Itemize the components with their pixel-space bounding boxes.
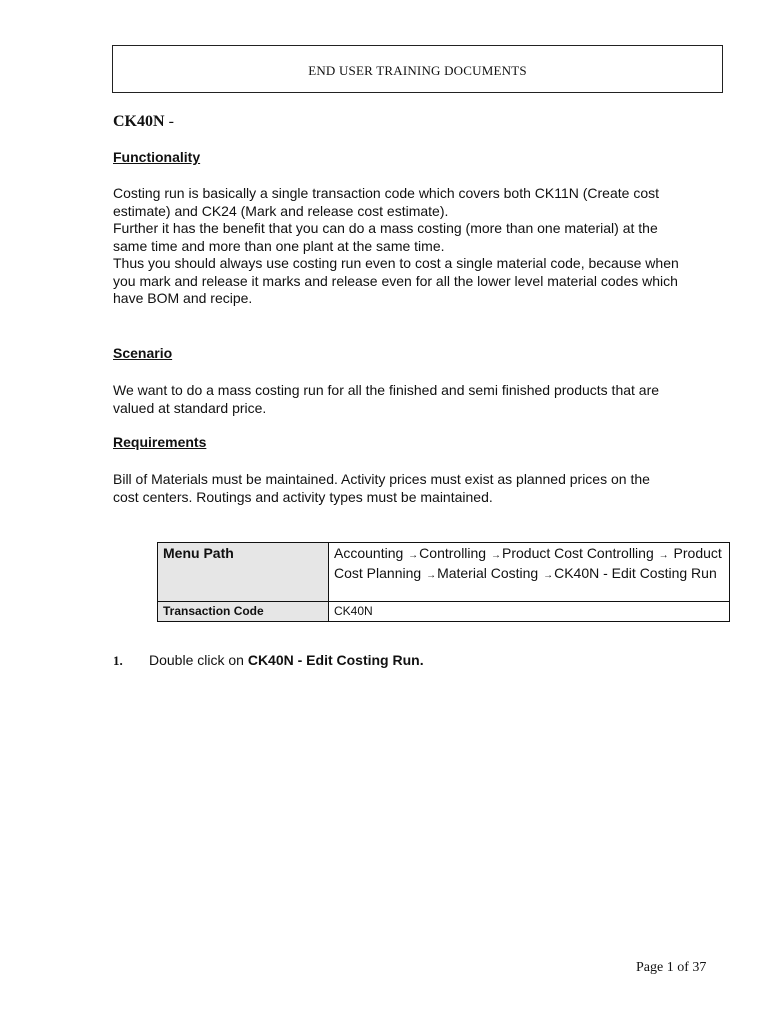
transaction-code-value: CK40N — [329, 602, 730, 622]
menu-path-part: Product Cost Controlling — [502, 545, 654, 561]
step-number: 1. — [113, 653, 123, 668]
menu-path-part: Accounting — [334, 545, 404, 561]
requirements-heading: Requirements — [113, 434, 207, 450]
arrow-right-icon: → — [491, 550, 501, 561]
menu-path-table — [157, 542, 730, 622]
arrow-right-icon: → — [543, 569, 554, 581]
functionality-line: Further it has the benefit that you can do a mass costing (more than one material) at the — [113, 220, 658, 236]
functionality-line: estimate) and CK24 (Mark and release cost estimate). — [113, 202, 449, 219]
functionality-line: you mark and release it marks and release even for all the lower level material codes which — [113, 272, 678, 289]
requirements-line: cost centers. Routings and activity types must be maintained. — [113, 488, 493, 505]
transaction-code-label: Transaction Code — [158, 602, 329, 622]
page-header — [112, 45, 723, 93]
functionality-line: Costing run is basically a single transaction code which covers both CK11N (Create cost — [113, 185, 659, 201]
scenario-paragraph — [113, 382, 723, 417]
functionality-line: Thus you should always use costing run even to cost a single material code, because when — [113, 255, 679, 271]
menu-path-value — [329, 543, 730, 602]
menu-path-part: Material Costing — [437, 564, 539, 581]
functionality-paragraph — [113, 185, 723, 308]
functionality-heading: Functionality — [113, 149, 201, 165]
arrow-right-icon: → — [658, 550, 669, 561]
menu-path-part: Controlling — [419, 545, 487, 561]
scenario-line: We want to do a mass costing run for all the finished and semi finished products that are — [113, 382, 660, 398]
step-1 — [113, 652, 424, 669]
header-text: END USER TRAINING DOCUMENTS — [308, 63, 527, 78]
arrow-right-icon: → — [426, 569, 437, 581]
arrow-right-icon: → — [408, 550, 419, 561]
menu-path-row — [158, 543, 730, 602]
transaction-code-row — [158, 602, 730, 622]
title-suffix: - — [164, 113, 174, 130]
step-instruction: Double click on — [149, 652, 248, 668]
step-text — [149, 652, 424, 668]
functionality-line: have BOM and recipe. — [113, 290, 253, 306]
requirements-paragraph — [113, 471, 723, 506]
menu-path-part: CK40N - Edit Costing Run — [554, 564, 717, 581]
menu-path-part: Product Cost Planning — [334, 545, 722, 581]
menu-path-label: Menu Path — [158, 543, 329, 602]
scenario-heading: Scenario — [113, 345, 173, 361]
step-transaction-name: CK40N - Edit Costing Run. — [247, 652, 424, 668]
scenario-line: valued at standard price. — [113, 399, 267, 416]
requirements-line: Bill of Materials must be maintained. Activity prices must exist as planned prices on the — [113, 471, 650, 487]
document-title — [113, 113, 174, 131]
title-code: CK40N — [113, 113, 165, 130]
page-number: Page 1 of 37 — [636, 960, 707, 975]
functionality-line: same time and more than one plant at the same time. — [113, 237, 445, 254]
